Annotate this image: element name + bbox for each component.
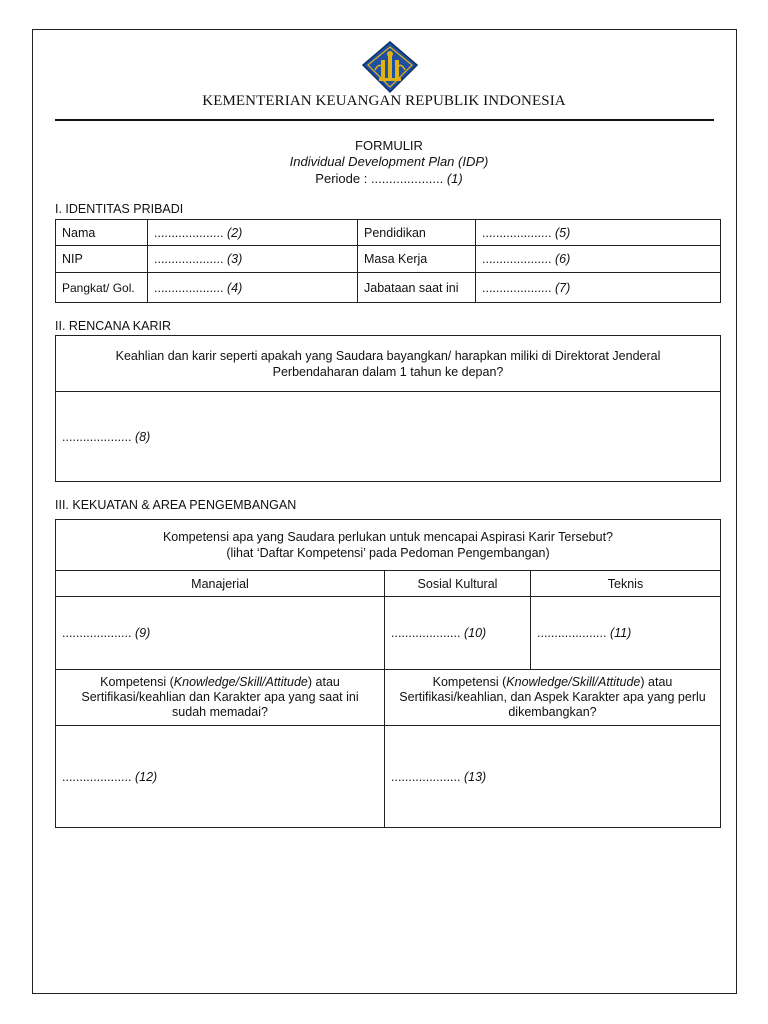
section-rencana-title: II. RENCANA KARIR (55, 319, 171, 333)
field-manajerial[interactable]: .................... (9) (56, 597, 385, 670)
table-row (56, 246, 721, 273)
periode-label[interactable]: Periode : .................... (315, 171, 444, 186)
ministry-logo-icon (361, 40, 419, 94)
kekuatan-question: Kompetensi apa yang Saudara perlukan untuk mencapai Aspirasi Karir Tersebut? (lihat ‘Daftar Kompetensi’ pada Pedoman Pengembangan) (56, 520, 721, 571)
kekuatan-table (55, 519, 721, 828)
identitas-table (55, 219, 721, 303)
field-teknis[interactable]: .................... (11) (531, 597, 721, 670)
field-rencana[interactable]: .................... (8) (56, 392, 721, 482)
field-sosial-kultural[interactable]: .................... (10) (385, 597, 531, 670)
table-row (56, 220, 721, 246)
label-pendidikan: Pendidikan (358, 220, 476, 246)
col-teknis: Teknis (531, 571, 721, 597)
label-nama: Nama (56, 220, 148, 246)
col-sosial-kultural: Sosial Kultural (385, 571, 531, 597)
form-label: FORMULIR (355, 138, 423, 153)
ministry-name: KEMENTERIAN KEUANGAN REPUBLIK INDONESIA (202, 93, 566, 109)
field-perlu-dikembangkan[interactable]: .................... (13) (385, 726, 721, 828)
section-identitas-title: I. IDENTITAS PRIBADI (55, 202, 184, 216)
question-sudah-memadai: Kompetensi (Knowledge/Skill/Attitude) atau Sertifikasi/keahlian dan Karakter apa yang saat ini sudah memadai? (56, 670, 385, 726)
label-nip: NIP (56, 246, 148, 273)
label-masa-kerja: Masa Kerja (358, 246, 476, 273)
header-divider (55, 119, 714, 121)
label-jabatan: Jabataan saat ini (358, 273, 476, 303)
periode-line (0, 171, 768, 186)
section-kekuatan-title: III. KEKUATAN & AREA PENGEMBANGAN (55, 498, 297, 512)
field-nama[interactable]: .................... (2) (148, 220, 358, 246)
field-nip[interactable]: .................... (3) (148, 246, 358, 273)
question-perlu-dikembangkan: Kompetensi (Knowledge/Skill/Attitude) atau Sertifikasi/keahlian, dan Aspek Karakter apa yang perlu dikembangkan? (385, 670, 721, 726)
rencana-question: Keahlian dan karir seperti apakah yang Saudara bayangkan/ harapkan miliki di Direktorat Jenderal Perbendaharan dalam 1 tahun ke depan? (56, 336, 721, 392)
field-pendidikan[interactable]: .................... (5) (476, 220, 721, 246)
periode-ref: (1) (446, 171, 463, 186)
rencana-table (55, 335, 721, 482)
field-masa-kerja[interactable]: .................... (6) (476, 246, 721, 273)
table-row (56, 273, 721, 303)
field-jabatan[interactable]: .................... (7) (476, 273, 721, 303)
col-manajerial: Manajerial (56, 571, 385, 597)
form-subtitle: Individual Development Plan (IDP) (289, 154, 489, 169)
field-pangkat[interactable]: .................... (4) (148, 273, 358, 303)
label-pangkat: Pangkat/ Gol. (56, 273, 148, 303)
field-sudah-memadai[interactable]: .................... (12) (56, 726, 385, 828)
